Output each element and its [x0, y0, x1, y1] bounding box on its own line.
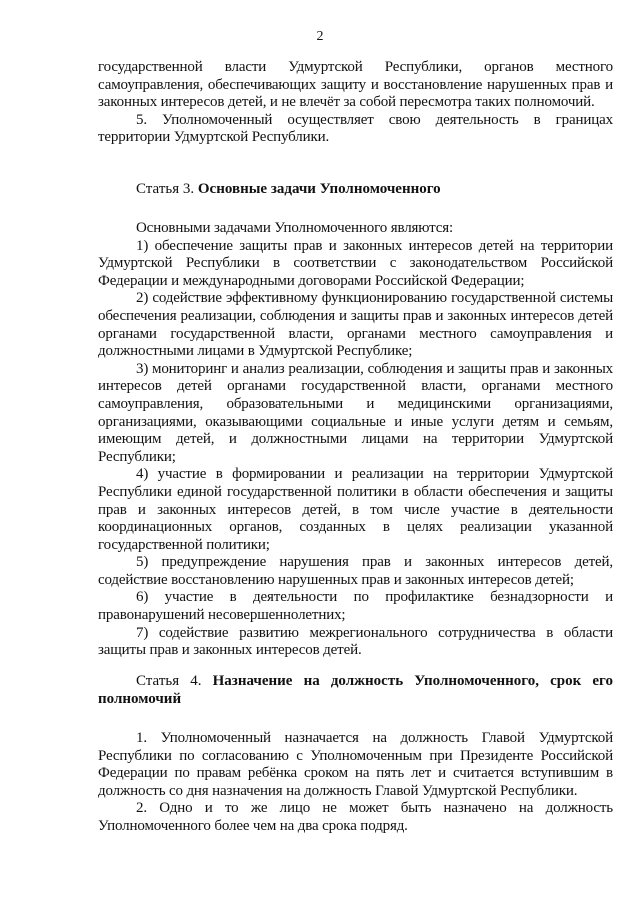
article3-prefix: Статья 3. — [136, 181, 195, 197]
article2-item-5: 5. Уполномоченный осуществляет свою деятельность в границах территории Удмуртской Республики. — [98, 111, 613, 146]
article3-body — [98, 220, 613, 660]
article3-item-6: 6) участие в деятельности по профилактике безнадзорности и правонарушений несовершеннолетних; — [98, 589, 613, 624]
article4-title: Назначение на должность Уполномоченного, срок его полномочий — [98, 673, 613, 707]
article4-item-2: 2. Одно и то же лицо не может быть назначено на должность Уполномоченного более чем на два срока подряд. — [98, 800, 613, 834]
article3-item-1: 1) обеспечение защиты прав и законных интересов детей на территории Удмуртской Республики в соответствии с законодательством Российской Федерации и международными договорами Российской Федерации; — [98, 237, 613, 289]
article4-body — [98, 730, 613, 836]
article3-item-3: 3) мониторинг и анализ реализации, соблюдения и защиты прав и законных интересов детей органами государственной власти, органами местного самоуправления, образовательными и медицинскими организациями, организациями, оказывающими социальные и иные услуги детям и семьям, имеющим детей, и должностными лицами на территории Удмуртской Республики; — [98, 360, 613, 465]
article3-item-7: 7) содействие развитию межрегионального сотрудничества в области защиты прав и законных интересов детей. — [98, 624, 613, 659]
article4-prefix: Статья 4. — [136, 673, 202, 689]
article3-intro: Основными задачами Уполномоченного являются: — [136, 220, 454, 236]
article4-item-1: 1. Уполномоченный назначается на должность Главой Удмуртской Республики по согласованию с Уполномоченным при Президенте Российской Федерации по правам ребёнка сроком на пять лет и считается вступившим в должность со дня назначения на должность Главой Удмуртской Республики. — [98, 730, 613, 799]
article3-heading — [98, 180, 613, 198]
article4-heading — [98, 672, 613, 708]
page-number: 2 — [316, 29, 324, 44]
continuation-paragraph: государственной власти Удмуртской Республики, органов местного самоуправления, обеспечивающих защиту и восстановление нарушенных прав и законных интересов детей, и не влечёт за собой пересмотра таких полномочий. — [98, 59, 613, 111]
continuation-block — [98, 59, 613, 147]
article3-title: Основные задачи Уполномоченного — [197, 181, 441, 197]
article3-item-2: 2) содействие эффективному функционированию государственной системы обеспечения реализации, соблюдения и защиты прав и законных интересов детей органами государственной власти, органами местного самоуправления и должностными лицами в Удмуртской Республике; — [98, 290, 613, 360]
article3-item-5: 5) предупреждение нарушения прав и законных интересов детей, содействие восстановлению нарушенных прав и законных интересов детей; — [98, 554, 613, 588]
article3-item-4: 4) участие в формировании и реализации на территории Удмуртской Республики единой государственной политики в области обеспечения и защиты прав и законных интересов детей, в том числе участие в деятельности координационных органов, созданных в целях реализации указанной государственной политики; — [98, 466, 613, 553]
